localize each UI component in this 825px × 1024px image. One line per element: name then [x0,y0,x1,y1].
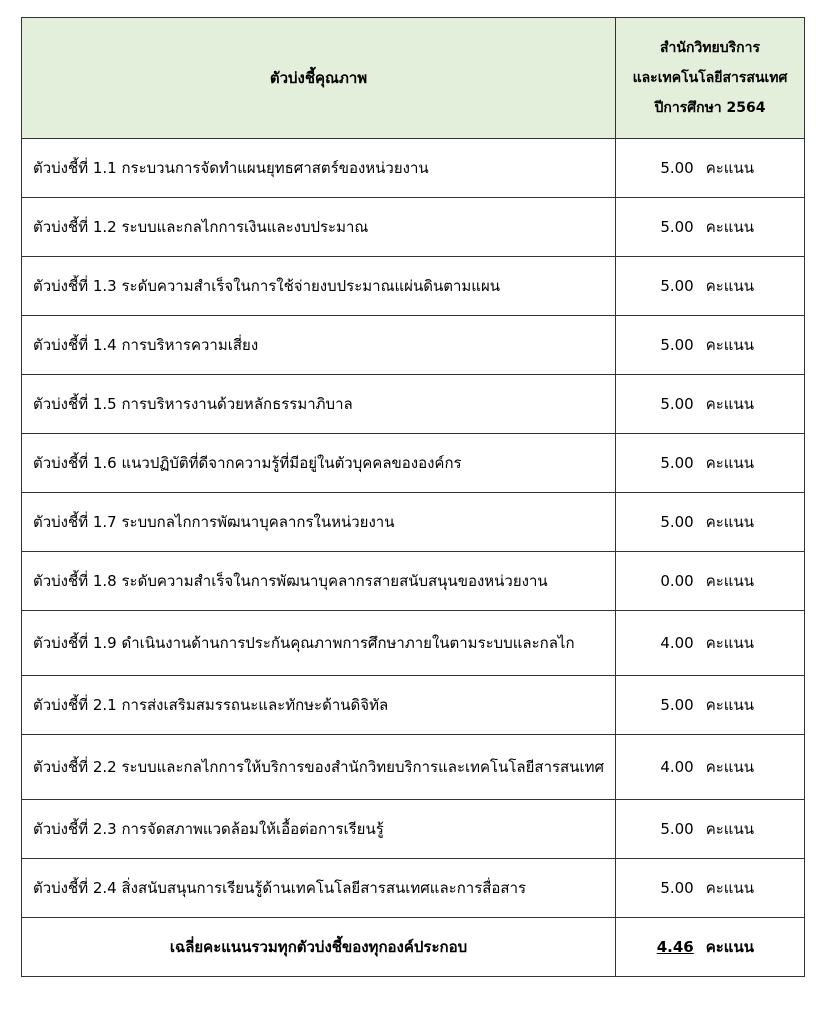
score-value: 5.00 [660,218,694,236]
table-row [22,139,805,198]
score-value: 5.00 [660,336,694,354]
table-row [22,198,805,257]
indicator-cell: ตัวบ่งชี้ที่ 1.6 แนวปฏิบัติที่ดีจากความรู้ที่มีอยู่ในตัวบุคคลขององค์กร [22,434,616,493]
score-value: 4.00 [660,758,694,776]
score-value: 5.00 [660,820,694,838]
average-label: เฉลี่ยคะแนนรวมทุกตัวบ่งชี้ของทุกองค์ประกอบ [22,918,616,977]
indicator-cell: ตัวบ่งชี้ที่ 2.4 สิ่งสนับสนุนการเรียนรู้ด้านเทคโนโลยีสารสนเทศและการสื่อสาร [22,859,616,918]
score-value: 5.00 [660,159,694,177]
score-value: 5.00 [660,277,694,295]
score-value: 5.00 [660,454,694,472]
score-cell [616,316,805,375]
table-row [22,375,805,434]
indicator-cell: ตัวบ่งชี้ที่ 1.3 ระดับความสำเร็จในการใช้จ่ายงบประมาณแผ่นดินตามแผน [22,257,616,316]
header-indicator: ตัวบ่งชี้คุณภาพ [22,18,616,139]
indicator-cell: ตัวบ่งชี้ที่ 2.3 การจัดสภาพแวดล้อมให้เอื้อต่อการเรียนรู้ [22,800,616,859]
header-unit-line3: ปีการศึกษา 2564 [654,100,766,116]
score-value: 0.00 [660,572,694,590]
table-row [22,859,805,918]
table-row [22,800,805,859]
score-unit: คะแนน [705,395,754,413]
score-cell [616,859,805,918]
average-score-value: 4.46 [656,938,694,956]
indicator-cell: ตัวบ่งชี้ที่ 1.4 การบริหารความเสี่ยง [22,316,616,375]
score-cell [616,676,805,735]
header-unit-line1: สำนักวิทยบริการ [659,40,760,56]
indicator-cell: ตัวบ่งชี้ที่ 1.1 กระบวนการจัดทำแผนยุทธศาสตร์ของหน่วยงาน [22,139,616,198]
header-row [22,18,805,139]
score-cell [616,735,805,800]
score-value: 5.00 [660,696,694,714]
average-row [22,918,805,977]
score-unit: คะแนน [705,820,754,838]
indicator-cell: ตัวบ่งชี้ที่ 2.1 การส่งเสริมสมรรถนะและทักษะด้านดิจิทัล [22,676,616,735]
table-header [22,18,805,139]
score-cell [616,800,805,859]
score-cell [616,139,805,198]
quality-indicator-table [21,17,805,977]
indicator-cell: ตัวบ่งชี้ที่ 1.8 ระดับความสำเร็จในการพัฒนาบุคลากรสายสนับสนุนของหน่วยงาน [22,552,616,611]
score-unit: คะแนน [705,454,754,472]
table-row [22,676,805,735]
score-cell [616,434,805,493]
table-row [22,316,805,375]
score-unit: คะแนน [705,218,754,236]
table-row [22,257,805,316]
score-unit: คะแนน [705,336,754,354]
table-body [22,139,805,918]
score-value: 5.00 [660,513,694,531]
score-cell [616,198,805,257]
table-row [22,434,805,493]
indicator-cell: ตัวบ่งชี้ที่ 1.5 การบริหารงานด้วยหลักธรรมาภิบาล [22,375,616,434]
header-unit-line2: และเทคโนโลยีสารสนเทศ [632,70,788,86]
score-cell [616,552,805,611]
score-value: 5.00 [660,879,694,897]
score-unit: คะแนน [705,758,754,776]
quality-indicator-table-wrapper [21,17,804,977]
indicator-cell: ตัวบ่งชี้ที่ 1.7 ระบบกลไกการพัฒนาบุคลากรในหน่วยงาน [22,493,616,552]
table-row [22,552,805,611]
score-cell [616,375,805,434]
score-cell [616,493,805,552]
header-unit [616,18,805,139]
indicator-cell: ตัวบ่งชี้ที่ 1.9 ดำเนินงานด้านการประกันคุณภาพการศึกษาภายในตามระบบและกลไก [22,611,616,676]
table-footer [22,918,805,977]
table-row [22,611,805,676]
score-cell [616,257,805,316]
score-value: 4.00 [660,634,694,652]
score-unit: คะแนน [705,277,754,295]
score-unit: คะแนน [705,634,754,652]
average-score [616,918,805,977]
score-unit: คะแนน [705,879,754,897]
table-row [22,735,805,800]
score-cell [616,611,805,676]
score-unit: คะแนน [705,159,754,177]
score-unit: คะแนน [705,513,754,531]
score-unit: คะแนน [705,696,754,714]
indicator-cell: ตัวบ่งชี้ที่ 1.2 ระบบและกลไกการเงินและงบประมาณ [22,198,616,257]
average-score-unit: คะแนน [705,938,754,956]
indicator-cell: ตัวบ่งชี้ที่ 2.2 ระบบและกลไกการให้บริการของสำนักวิทยบริการและเทคโนโลยีสารสนเทศ [22,735,616,800]
score-unit: คะแนน [705,572,754,590]
table-row [22,493,805,552]
score-value: 5.00 [660,395,694,413]
